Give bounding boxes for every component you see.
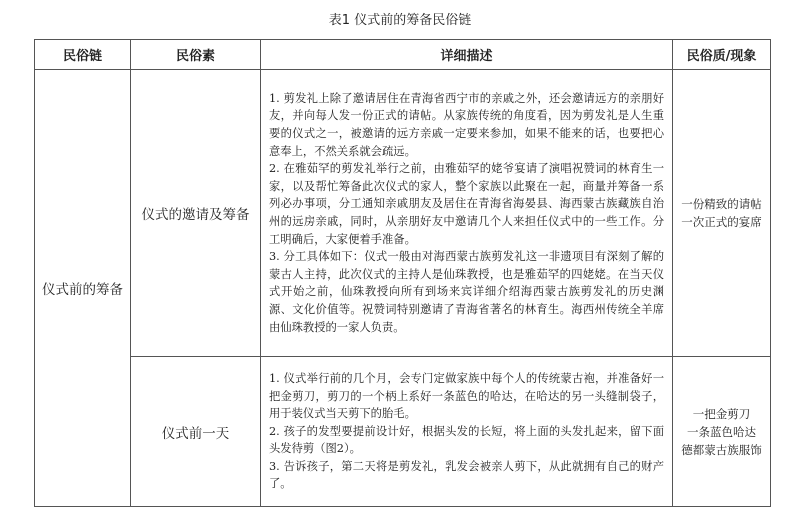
description-paragraph: 3. 告诉孩子，第二天将是剪发礼，乳发会被亲人剪下，从此就拥有自己的财产了。 — [269, 459, 664, 491]
description-paragraph: 2. 孩子的发型要提前设计好，根据头发的长短，将上面的头发扎起来，留下面头发待剪（图2）。 — [269, 424, 664, 456]
header-phenomena: 民俗质/现象 — [673, 40, 771, 70]
element-cell: 仪式的邀请及筹备 — [131, 70, 261, 357]
header-row — [35, 40, 771, 70]
phenomenon-item: 一条蓝色哈达 — [687, 424, 756, 439]
header-folk-element: 民俗素 — [131, 40, 261, 70]
table-row — [35, 70, 771, 357]
phenomena-cell — [673, 357, 771, 507]
category-cell: 仪式前的筹备 — [35, 70, 131, 507]
phenomenon-item: 一把金剪刀 — [692, 406, 751, 421]
table-caption: 表1 仪式前的筹备民俗链 — [328, 13, 472, 28]
header-folk-chain: 民俗链 — [35, 40, 131, 70]
element-cell: 仪式前一天 — [131, 357, 261, 507]
description-paragraph: 1. 仪式举行前的几个月，会专门定做家族中每个人的传统蒙古袍，并准备好一把金剪刀，剪刀的一个柄上系好一条蓝色的哈达，在哈达的另一头缝制袋子，用于装仪式当天剪下的胎毛。 — [269, 371, 664, 421]
phenomenon-item: 德都蒙古族服饰 — [681, 442, 762, 457]
phenomenon-item: 一份精致的请帖 — [681, 197, 762, 211]
folk-chain-table — [34, 39, 771, 507]
phenomenon-item: 一次正式的宴席 — [681, 215, 762, 229]
description-cell — [261, 357, 673, 507]
description-cell — [261, 70, 673, 357]
header-description: 详细描述 — [261, 40, 673, 70]
description-paragraph: 1. 剪发礼上除了邀请居住在青海省西宁市的亲戚之外，还会邀请远方的亲朋好友，并向每人发一份正式的请帖。从家族传统的角度看，因为剪发礼是人生重要的仪式之一，被邀请的远方亲戚一定要来参加，如果不能来的话，也要把心意奉上，不然关系就会疏远。 — [269, 91, 664, 158]
phenomena-cell — [673, 70, 771, 357]
description-paragraph: 2. 在雅茹罕的剪发礼举行之前，由雅茹罕的姥爷宴请了演唱祝赞词的林育生一家，以及帮忙筹备此次仪式的家人，整个家族以此聚在一起，商量并筹备一系列必办事项，分工通知亲戚朋友及居住在青海省海晏县、海西蒙古族藏族自治州的远房亲戚，同时，从亲朋好友中邀请几个人来担任仪式中的一些工作。分工明确后，大家便着手准备。 — [269, 162, 664, 246]
table-row — [35, 357, 771, 507]
description-paragraph: 3. 分工具体如下：仪式一般由对海西蒙古族剪发礼这一非遗项目有深刻了解的蒙古人主持，此次仪式的主持人是仙珠教授，也是雅茹罕的四姥姥。在当天仪式开始之前，仙珠教授向所有到场来宾详细介绍海西蒙古族剪发礼的历史渊源、文化价值等。祝赞词特别邀请了青海省著名的林育生。海西州传统全羊席由仙珠教授的一家人负责。 — [269, 250, 664, 334]
